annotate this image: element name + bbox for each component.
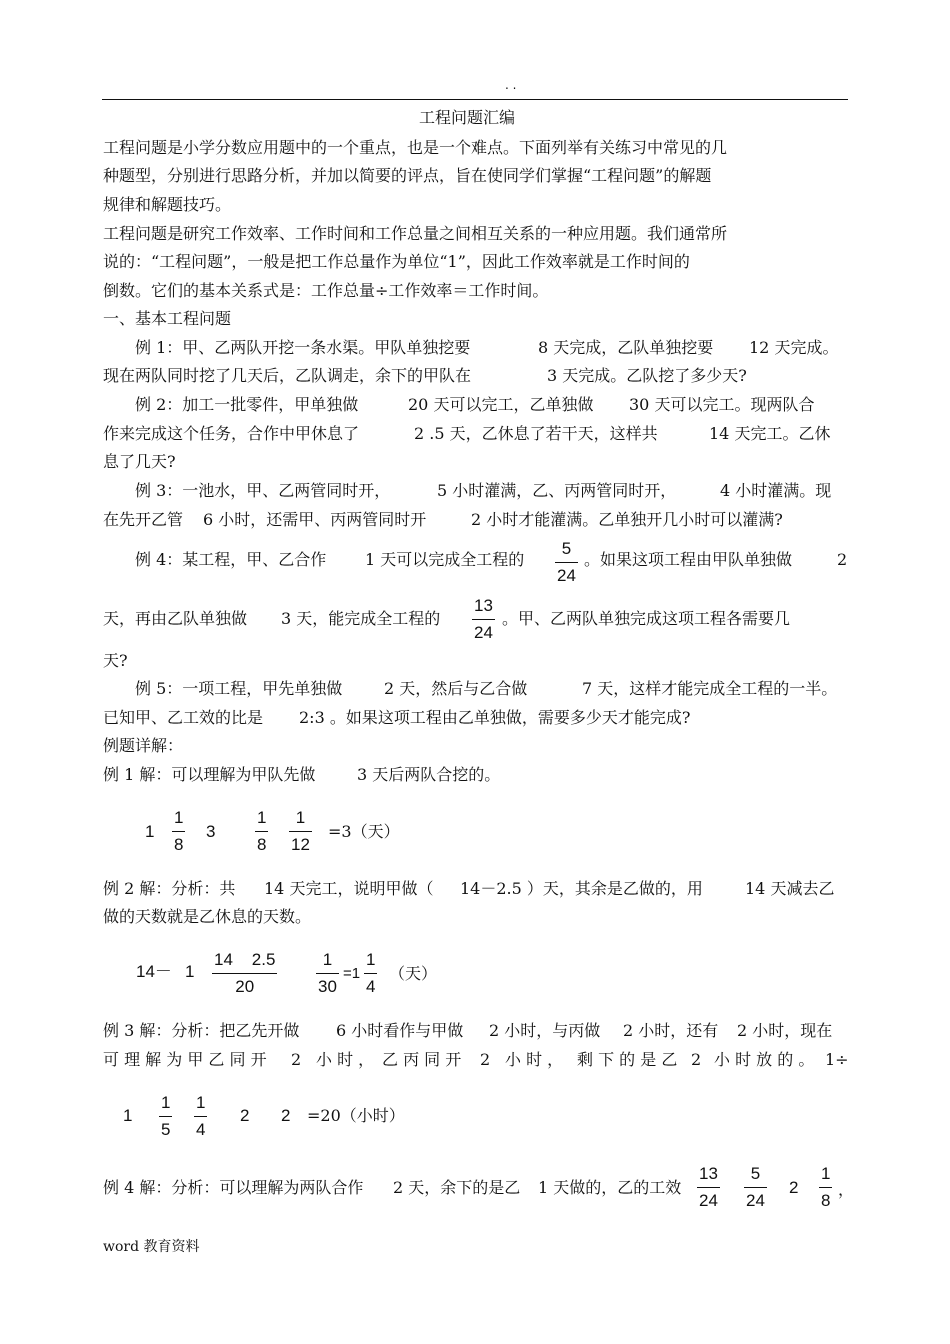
section-heading: 一、基本工程问题 [103,309,232,328]
solution-4-text: 例 4 解：分析：可以理解为两队合作 [103,1178,364,1197]
formula-term: =1 [343,965,361,982]
formula-result: =3（天） [328,822,400,841]
header-dots: . . [505,78,517,92]
fraction [316,950,339,997]
example-3-text: 例 3：一池水，甲、乙两管同时开， [135,481,391,500]
details-heading: 例题详解： [103,736,184,755]
example-2-text: 2 .5 天，乙休息了若干天，这样共 [414,424,658,443]
example-5-text: 已知甲、乙工效的比是 [103,708,264,727]
example-4-text: 天? [103,651,128,670]
fraction-numerator: 1 [821,1164,831,1183]
example-4-text: 。如果这项工程由甲队单独做 [584,550,793,569]
fraction-denominator: 24 [557,566,576,585]
solution-3-text: 6 小时看作与甲做 [336,1021,464,1040]
example-4-text: 1 天可以完成全工程的 [365,550,525,569]
fraction-numerator: 13 [699,1164,718,1183]
fraction-numerator: 1 [174,808,184,827]
solution-3-text: 2 小时，现在 [737,1021,833,1040]
solution-1-text: 例 1 解：可以理解为甲队先做 [103,765,316,784]
example-1-text: 12 天完成。 [749,338,839,357]
example-1-text: 例 1：甲、乙两队开挖一条水渠。甲队单独挖要 [135,338,471,357]
solution-3-text: 例 3 解：分析：把乙先开做 [103,1021,300,1040]
solution-3-text: 小 时 ， [505,1050,564,1069]
fraction [472,596,495,643]
formula-term: 2 [240,1106,250,1125]
example-5-text: 7 天，这样才能完成全工程的一半。 [582,679,838,698]
solution-4-text: ， [838,1180,855,1199]
intro-line: 工程问题是小学分数应用题中的一个重点，也是一个难点。下面列举有关练习中常见的几 [103,138,728,157]
fraction-denominator: 4 [196,1120,206,1139]
solution-2-text: 例 2 解：分析：共 [103,879,236,898]
example-4-text: 天，再由乙队单独做 [103,609,248,628]
example-4-text: 3 天，能完成全工程的 [281,609,441,628]
example-4-text: 2 [837,550,848,569]
solution-3-text: 2 [291,1050,302,1069]
example-5-text: 2 天，然后与乙合做 [384,679,528,698]
fraction-denominator: 30 [318,977,337,996]
formula-term: 2 [281,1106,291,1125]
fraction-denominator: 8 [257,835,267,854]
example-5-text: 例 5：一项工程，甲先单独做 [135,679,343,698]
fraction-denominator: 20 [235,977,255,996]
solution-2-text: 14 天减去乙 [745,879,835,898]
fraction [255,808,268,855]
fraction-numerator: 13 [474,596,493,615]
solution-3-text: 2 [691,1050,702,1069]
solution-2-text: 14－2.5 ）天，其余是乙做的，用 [460,879,703,898]
fraction-numerator: 1 [161,1093,171,1112]
header-rule [102,99,848,100]
fraction [172,808,185,855]
example-3-text: 在先开乙管 [103,510,184,529]
example-2-text: 30 天可以完工。现两队合 [629,395,815,414]
solution-3-text: 1÷ [825,1050,849,1069]
example-1-text: 现在两队同时挖了几天后，乙队调走，余下的甲队在 [103,366,472,385]
solution-3-text: 2 小时，还有 [623,1021,719,1040]
example-1-text: 8 天完成，乙队单独挖要 [538,338,714,357]
formula-result: （天） [389,964,438,983]
fraction-numerator: 5 [750,1164,761,1183]
fraction [194,1093,207,1140]
fraction [555,539,578,586]
fraction-numerator: 1 [366,950,376,969]
example-3-text: 5 小时灌满，乙、丙两管同时开， [437,481,677,500]
example-3-text: 2 小时才能灌满。乙单独开几小时可以灌满? [471,510,783,529]
solution-3-text: 小 时 ， [316,1050,375,1069]
solution-1-text: 3 天后两队合挖的。 [357,765,501,784]
fraction-denominator: 24 [699,1191,718,1210]
solution-3-text: 乙 丙 同 开 [382,1050,462,1069]
formula-term: 1 [123,1106,133,1125]
solution-3-text: 剩 下 的 是 乙 [577,1050,678,1069]
fraction-numerator: 1 [196,1093,206,1112]
fraction-denominator: 4 [366,977,376,996]
intro-line: 工程问题是研究工作效率、工作时间和工作总量之间相互关系的一种应用题。我们通常所 [103,224,728,243]
formula-term: 1 [185,962,195,981]
fraction [819,1164,832,1211]
solution-3-text: 2 小时，与丙做 [489,1021,601,1040]
fraction [744,1164,767,1211]
fraction-numerator: 1 [295,808,306,827]
example-5-text: 2:3 。如果这项工程由乙单独做，需要多少天才能完成? [299,708,691,727]
solution-3-text: 小 时 放 的 。 [714,1050,815,1069]
solution-2-text: 做的天数就是乙休息的天数。 [103,907,312,926]
intro-line: 倒数。它们的基本关系式是：工作总量÷工作效率＝工作时间。 [103,281,549,300]
solution-2-text: 14 天完工，说明甲做（ [264,879,434,898]
example-3-text: 6 小时，还需甲、丙两管同时开 [203,510,427,529]
intro-line: 种题型，分别进行思路分析，并加以简要的评点，旨在使同学们掌握“工程问题”的解题 [103,166,712,185]
fraction [289,808,312,855]
fraction-numerator: 1 [257,808,267,827]
fraction-denominator: 24 [746,1191,765,1210]
fraction [159,1093,172,1140]
example-2-text: 息了几天? [103,452,176,471]
example-2-text: 作来完成这个任务，合作中甲休息了 [103,424,360,443]
document-title: 工程问题汇编 [419,108,516,127]
example-2-text: 14 天完工。乙休 [709,424,831,443]
formula-term: 14－ [136,962,172,981]
example-2-text: 20 天可以完工，乙单独做 [408,395,594,414]
fraction [212,950,277,997]
formula-term: 2 [789,1178,799,1197]
example-3-text: 4 小时灌满。现 [720,481,832,500]
fraction-denominator: 8 [174,835,184,854]
example-2-text: 例 2：加工一批零件，甲单独做 [135,395,359,414]
fraction-numerator: 14 2.5 [214,950,276,969]
solution-3-text: 可 理 解 为 甲 乙 同 开 [103,1050,267,1069]
fraction-denominator: 8 [821,1191,831,1210]
solution-3-text: 2 [480,1050,491,1069]
solution-4-text: 1 天做的，乙的工效 [538,1178,682,1197]
example-4-text: 例 4：某工程，甲、乙合作 [135,550,327,569]
fraction-denominator: 12 [291,835,310,854]
fraction-denominator: 24 [474,623,493,642]
formula-term: 1 [145,822,155,841]
fraction [364,950,377,997]
fraction [697,1164,720,1211]
example-1-text: 3 天完成。乙队挖了多少天? [547,366,747,385]
fraction-numerator: 5 [561,539,572,558]
formula-term: 3 [206,822,216,841]
fraction-denominator: 5 [161,1120,171,1139]
formula-result: =20（小时） [307,1106,405,1125]
intro-line: 规律和解题技巧。 [103,195,232,214]
intro-line: 说的：“工程问题”，一般是把工作总量作为单位“1”，因此工作效率就是工作时间的 [103,252,690,271]
fraction-numerator: 1 [322,950,333,969]
footer-text: word 教育资料 [103,1239,200,1255]
solution-4-text: 2 天，余下的是乙 [393,1178,521,1197]
example-4-text: 。甲、乙两队单独完成这项工程各需要几 [502,609,791,628]
